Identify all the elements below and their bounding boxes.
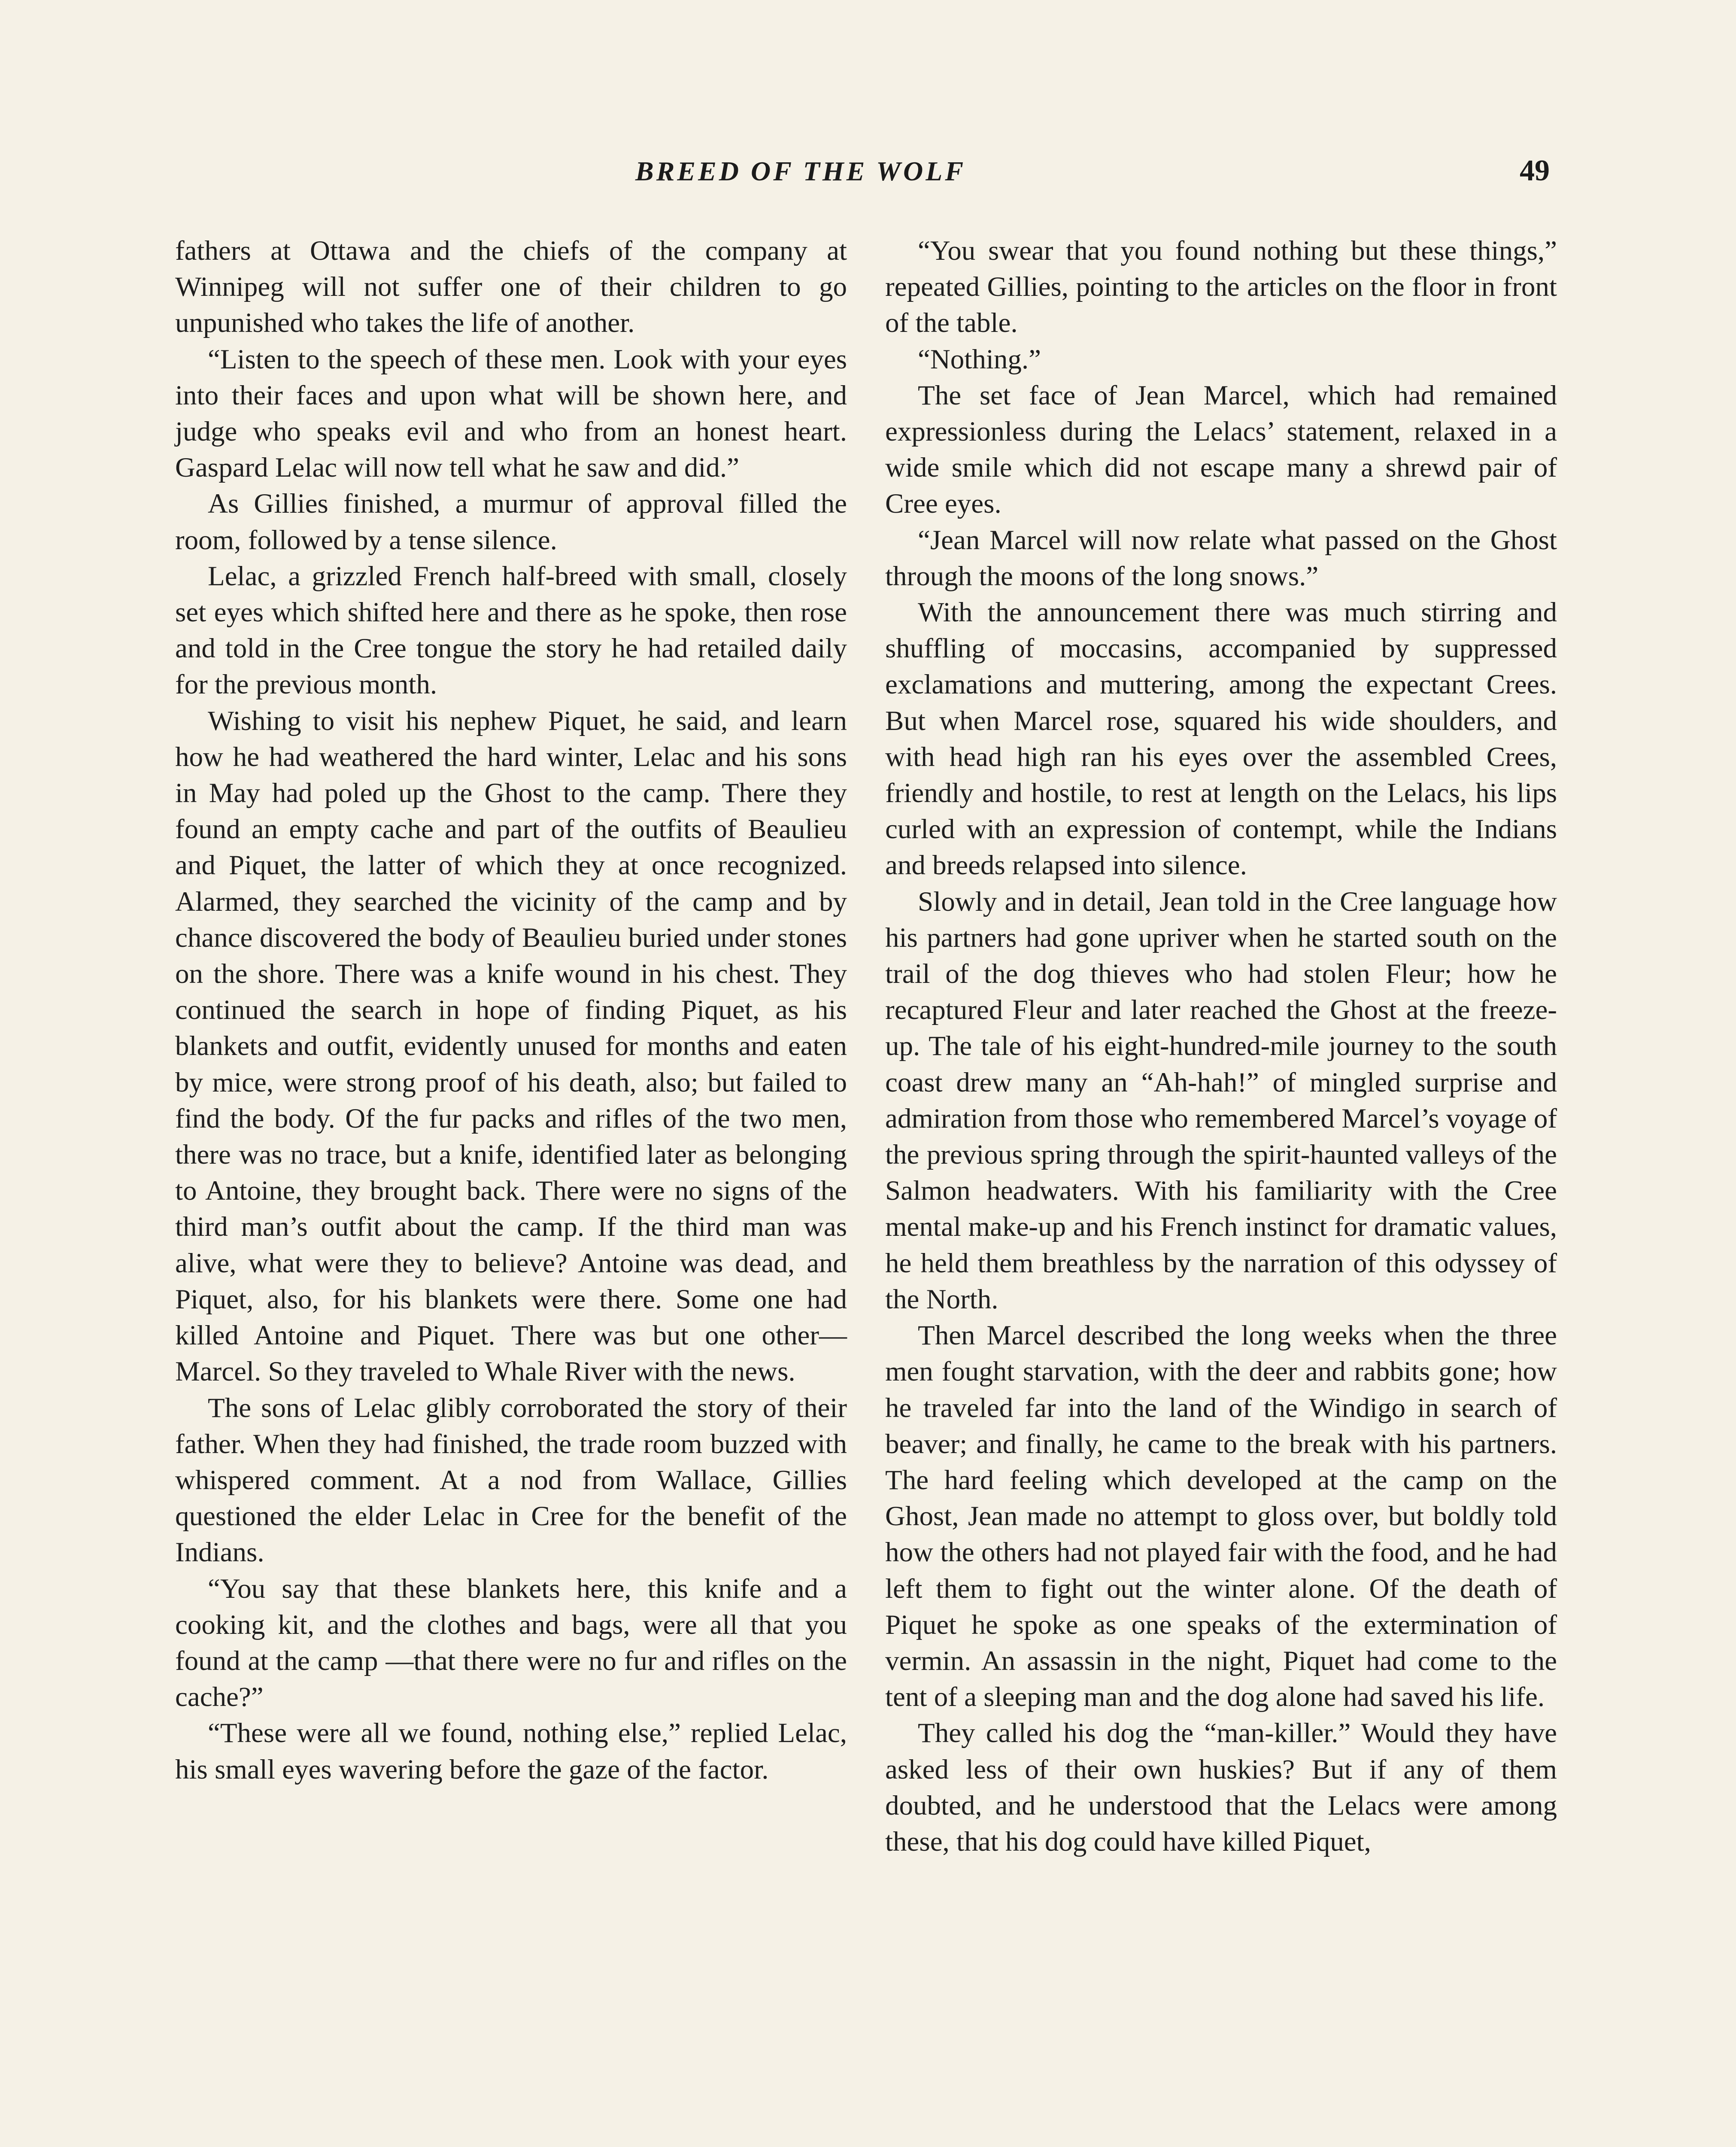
paragraph: “You swear that you found nothing but these things,” repeated Gillies, pointing to the articles on the floor in front of the table. xyxy=(885,235,1557,339)
text-column-right xyxy=(885,233,1557,1860)
running-title: BREED OF THE WOLF xyxy=(635,156,966,186)
paragraph: They called his dog the “man-killer.” Would they have asked less of their own huskies? But if any of them doubted, and he understood that the Lelacs were among these, that his dog could have killed Piquet, xyxy=(885,1718,1557,1857)
paragraph: “Listen to the speech of these men. Look with your eyes into their faces and upon what will be shown here, and judge who speaks evil and who from an honest heart. Gaspard Lelac will now tell what he saw and did.” xyxy=(175,344,847,484)
paragraph: The set face of Jean Marcel, which had remained expressionless during the Lelacs’ statement, relaxed in a wide smile which did not escape many a shrewd pair of Cree eyes. xyxy=(885,380,1557,520)
paragraph: Slowly and in detail, Jean told in the Cree language how his partners had gone upriver when he started south on the trail of the dog thieves who had stolen Fleur; how he recaptured Fleur and later reached the Ghost at the freeze-up. The tale of his eight-hundred-mile journey to the south coast drew many an “Ah-hah!” of mingled surprise and admiration from those who remembered Marcel’s voyage of the previous spring through the spirit-haunted valleys of the Salmon headwaters. With his familiarity with the Cree mental make-up and his French instinct for dramatic values, he held them breathless by the narration of this odyssey of the North. xyxy=(885,886,1557,1315)
paragraph: fathers at Ottawa and the chiefs of the company at Winnipeg will not suffer one of their children to go unpunished who takes the life of another. xyxy=(175,235,847,339)
paragraph: Lelac, a grizzled French half-breed with small, closely set eyes which shifted here and there as he spoke, then rose and told in the Cree tongue the story he had retailed daily for the previous month. xyxy=(175,560,847,700)
text-column-left xyxy=(175,233,847,1788)
paragraph: The sons of Lelac glibly corroborated the story of their father. When they had finished, the trade room buzzed with whispered comment. At a nod from Wallace, Gillies questioned the elder Lelac in Cree for the benefit of the Indians. xyxy=(175,1392,847,1568)
paragraph: “These were all we found, nothing else,” replied Lelac, his small eyes wavering before the gaze of the factor. xyxy=(175,1718,847,1785)
page-number: 49 xyxy=(1520,154,1550,187)
paragraph: Wishing to visit his nephew Piquet, he said, and learn how he had weathered the hard winter, Lelac and his sons in May had poled up the Ghost to the camp. There they found an empty cache and part of the outfits of Beaulieu and Piquet, the latter of which they at once recognized. Alarmed, they searched the vicinity of the camp and by chance discovered the body of Beaulieu buried under stones on the shore. There was a knife wound in his chest. They continued the search in hope of finding Piquet, as his blankets and outfit, evidently unused for months and eaten by mice, were strong proof of his death, also; but failed to find the body. Of the fur packs and rifles of the two men, there was no trace, but a knife, identified later as belonging to Antoine, they brought back. There were no signs of the third man’s outfit about the camp. If the third man was alive, what were they to believe? Antoine was dead, and Piquet, also, for his blankets were there. Some one had killed Antoine and Piquet. There was but one other—Marcel. So they traveled to Whale River with the news. xyxy=(175,705,847,1387)
paragraph: “You say that these blankets here, this knife and a cooking kit, and the clothes and bags, were all that you found at the camp —that there were no fur and rifles on the cache?” xyxy=(175,1573,847,1713)
paragraph: “Nothing.” xyxy=(918,344,1041,375)
paragraph: As Gillies finished, a murmur of approval filled the room, followed by a tense silence. xyxy=(175,488,847,556)
paragraph: With the announcement there was much stirring and shuffling of moccasins, accompanied by suppressed exclamations and muttering, among the expectant Crees. But when Marcel rose, squared his wide shoulders, and with head high ran his eyes over the assembled Crees, friendly and hostile, to rest at length on the Lelacs, his lips curled with an expression of contempt, while the Indians and breeds relapsed into silence. xyxy=(885,597,1557,881)
paragraph: “Jean Marcel will now relate what passed on the Ghost through the moons of the long snows.” xyxy=(885,524,1557,592)
paragraph: Then Marcel described the long weeks when the three men fought starvation, with the deer and rabbits gone; how he traveled far into the land of the Windigo in search of beaver; and finally, he came to the break with his partners. The hard feeling which developed at the camp on the Ghost, Jean made no attempt to gloss over, but boldly told how the others had not played fair with the food, and he had left them to fight out the winter alone. Of the death of Piquet he spoke as one speaks of the extermination of vermin. An assassin in the night, Piquet had come to the tent of a sleeping man and the dog alone had saved his life. xyxy=(885,1320,1557,1713)
